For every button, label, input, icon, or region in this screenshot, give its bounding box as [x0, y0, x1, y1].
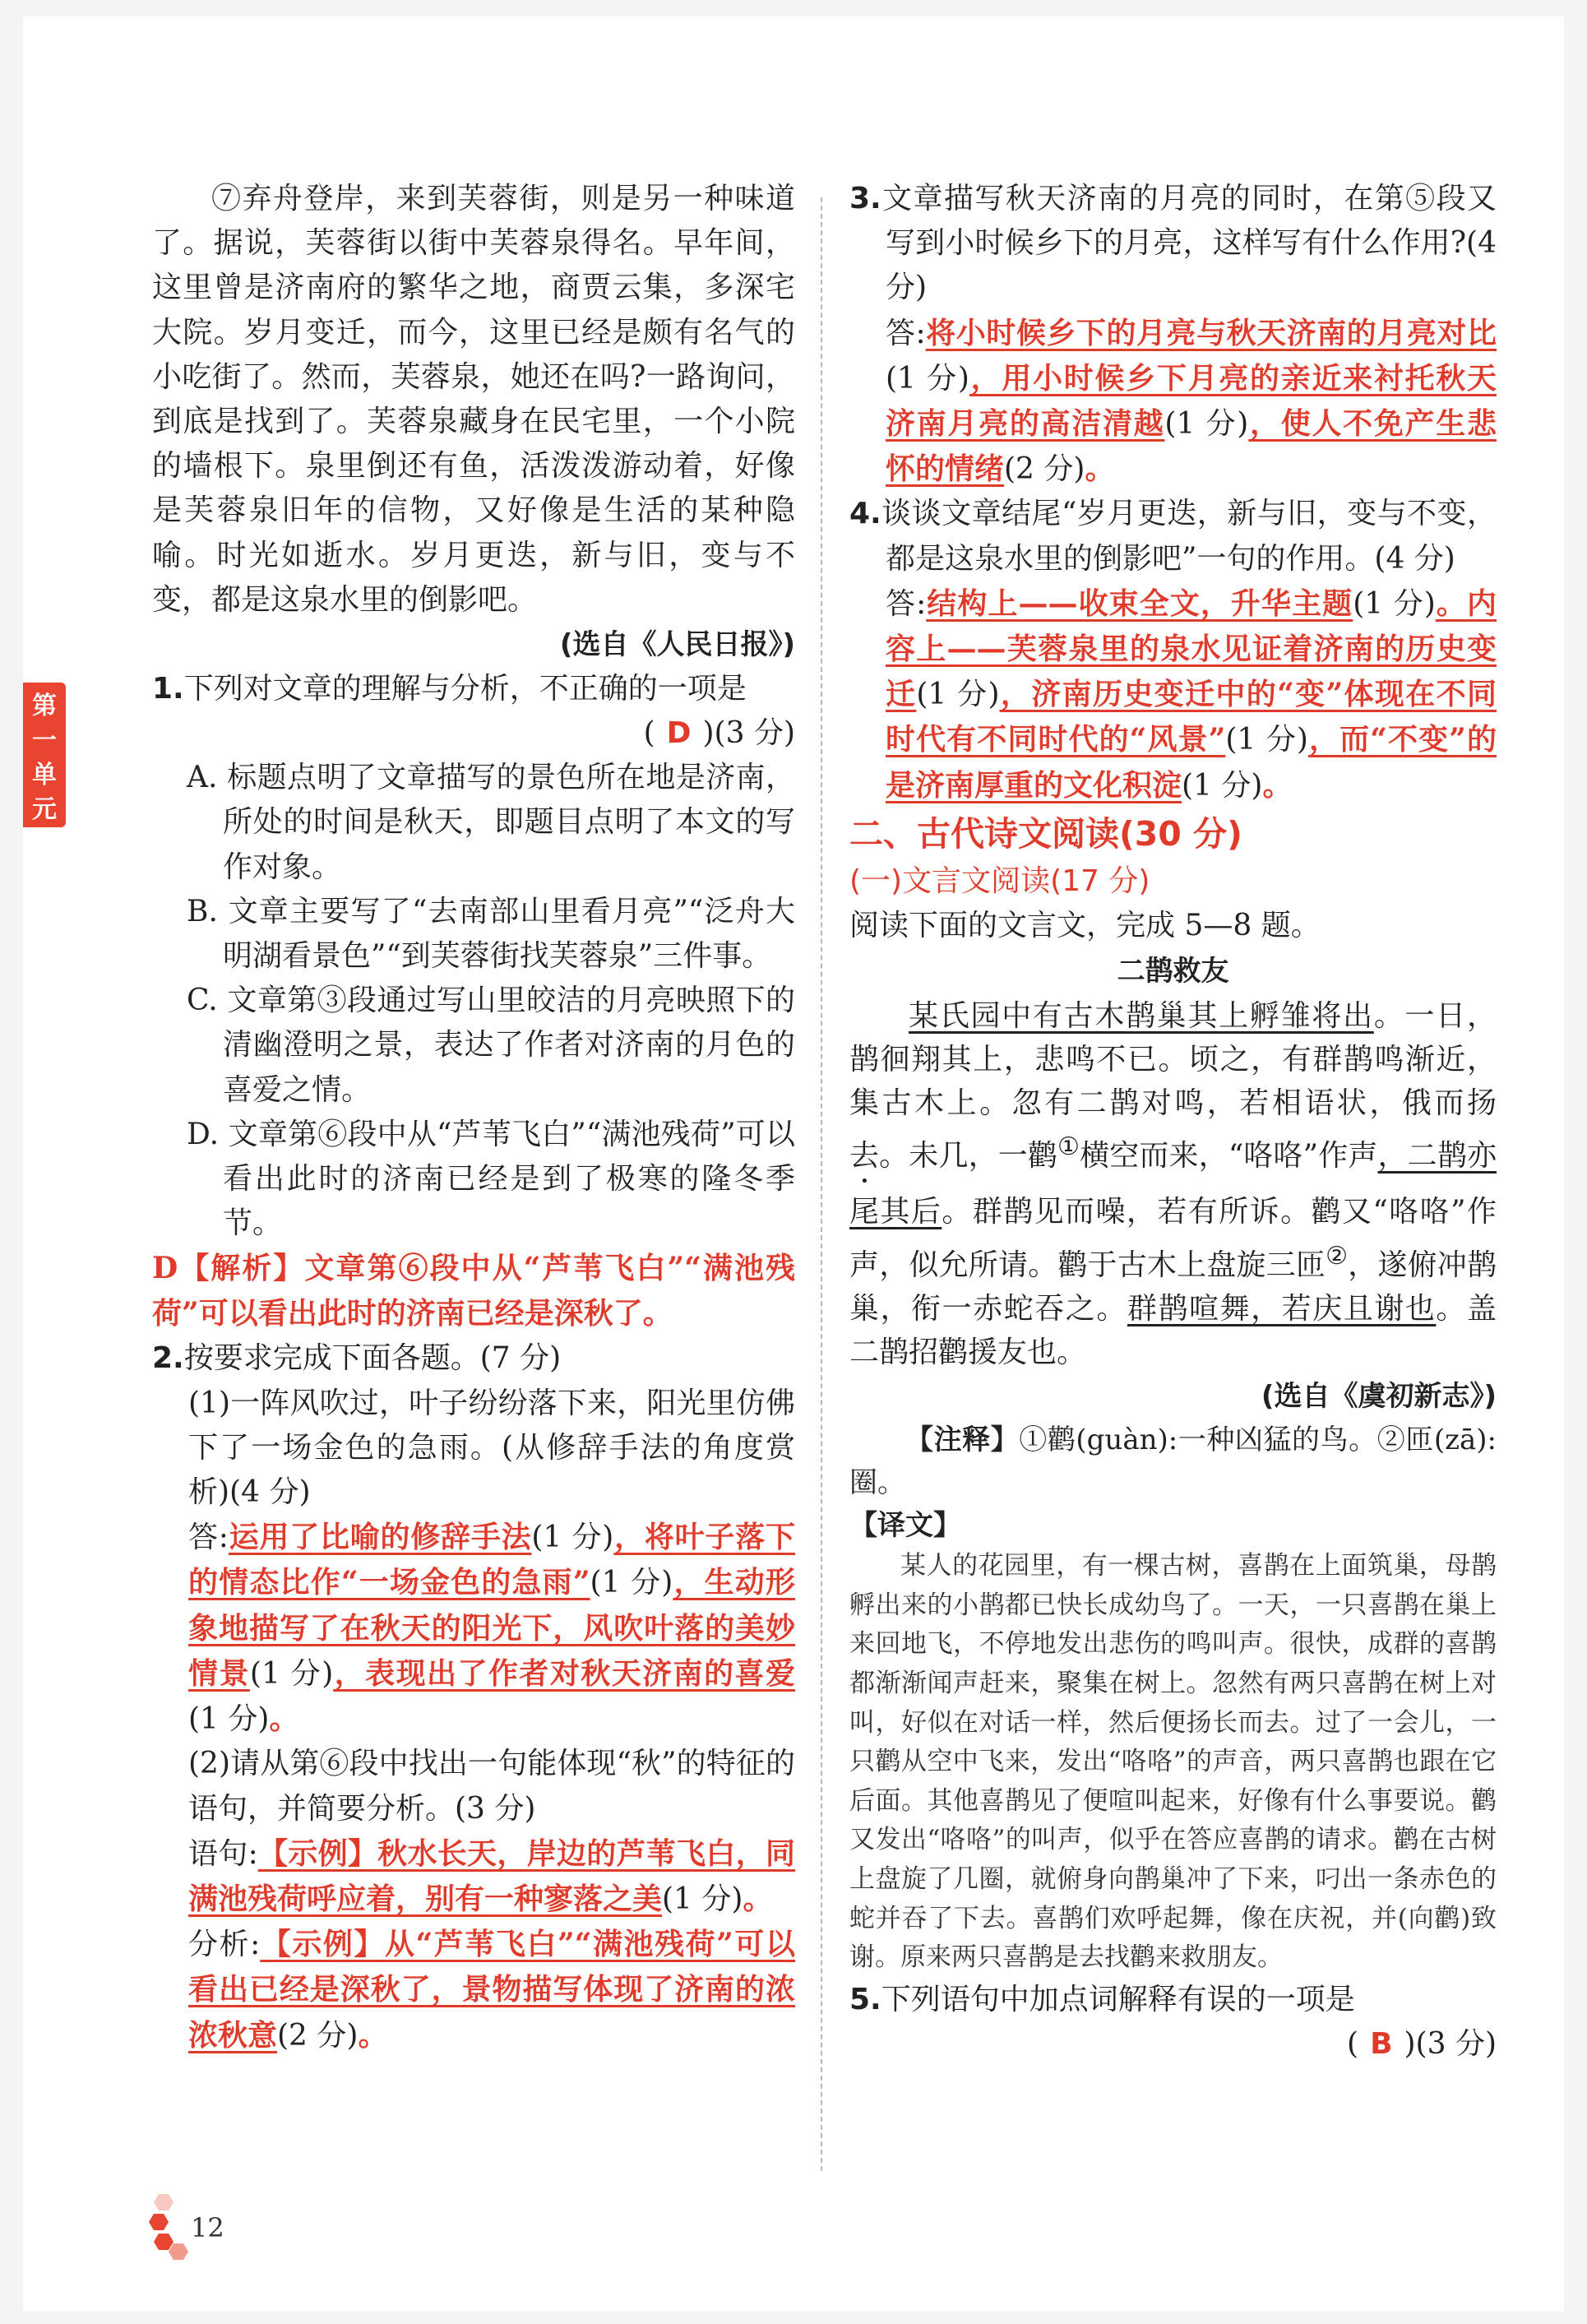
underlined-sentence: ，二鹊亦尾其后: [849, 1139, 1497, 1229]
answer-points: (1 分): [662, 1882, 743, 1916]
text-run: 。群鹊见而噪，若有所诉。鹳又“咯咯”作声，似允所请。鹳于古木上盘旋三匝: [849, 1195, 1497, 1282]
classical-text: [849, 994, 1497, 1374]
option-c: C. 文章第③段通过写山里皎洁的月亮映照下的清幽澄明之景，表达了作者对济南的月色的喜爱之情。: [187, 984, 795, 1107]
answer-points: (2 分): [277, 2018, 359, 2053]
answer-end: 。: [1262, 767, 1293, 803]
answer-segment: ，使人不免产生悲怀的情绪: [886, 406, 1497, 487]
paragraph-7: ⑦弃舟登岸，来到芙蓉街，则是另一种味道了。据说，芙蓉街以街中芙蓉泉得名。早年间，这里曾是济南府的繁华之地，商贾云集，多深宅大院。岁月变迁，而今，这里已经是颇有名气的小吃街了。然而，芙蓉泉，她还在吗?一路询问，到底是找到了。芙蓉泉藏身在民宅里，一个小院的墙根下。泉里倒还有鱼，活泼泼游动着，好像是芙蓉泉旧年的信物，又好像是生活的某种隐喻。时光如逝水。岁月更迭，新与旧，变与不变，都是这泉水里的倒影吧。: [152, 182, 795, 617]
question-stem: 谈谈文章结尾“岁月更迭，新与旧，变与不变，都是这泉水里的倒影吧”一句的作用。(4 分): [881, 497, 1497, 576]
text-run: ，遂俯冲鹊巢，衔一赤蛇吞之。: [849, 1248, 1497, 1326]
answer-choice-row: [849, 2022, 1497, 2067]
answer-points: (1 分): [886, 361, 969, 396]
text-run: 。盖二鹊招鹳援友也。: [849, 1291, 1497, 1370]
question-2-part-1: (1)一阵风吹过，叶子纷纷落下来，阳光里仿佛下了一场金色的急雨。(从修辞手法的角度赏析)(4 分): [188, 1386, 795, 1510]
sentence-label: 语句:: [188, 1836, 258, 1871]
answer-points: (1 分): [188, 1702, 270, 1737]
translation-text: 某人的花园里，有一棵古树，喜鹊在上面筑巢，母鹊孵出来的小鹊都已快长成幼鸟了。一天，一只喜鹊在巢上来回地飞，不停地发出悲伤的鸣叫声。很快，成群的喜鹊都渐渐闻声赶来，聚集在树上。忽然有两只喜鹊在树上对叫，好似在对话一样，然后便扬长而去。过了一会儿，一只鹳从空中飞来，发出“咯咯”的声音，两只喜鹊也跟在它后面。其他喜鹊见了便喧叫起来，好像有什么事要说。鹳又发出“咯咯”的叫声，似乎在答应喜鹊的请求。鹳在古树上盘旋了几圈，就俯身向鹊巢冲了下来，叼出一条赤色的蛇并吞了下去。喜鹊们欢呼起舞，像在庆祝，并(向鹳)致谢。原来两只喜鹊是去找鹳来救朋友。: [849, 1551, 1497, 1973]
text-run: 横空而来，“咯咯”作声: [1080, 1139, 1378, 1174]
question-3-answer: [849, 311, 1497, 493]
column-divider: [821, 197, 822, 2171]
answer-segment: 。内容上——芙蓉泉里的泉水见证着济南的历史变迁: [886, 586, 1497, 712]
answer-segment: ，将叶子落下的情态比作“一场金色的急雨”: [188, 1520, 795, 1600]
sentence-answer: 【示例】秋水长天，岸边的芦苇飞白，同满池残荷呼应着，别有一种寥落之美: [188, 1836, 795, 1916]
analysis-text: 文章第⑥段中从“芦苇飞白”“满池残荷”可以看出此时的济南已经是深秋了。: [152, 1251, 795, 1331]
answer-segment: 运用了比喻的修辞手法: [228, 1520, 532, 1555]
question-points: )(3 分): [702, 716, 795, 751]
answer-points: (1 分): [1225, 723, 1308, 757]
analysis-1: [152, 1246, 795, 1336]
answer-points: (1 分): [590, 1566, 673, 1600]
question-number: 1.: [152, 672, 184, 706]
paren: (: [643, 716, 655, 751]
answer-points: (1 分): [1353, 586, 1436, 621]
classical-text-title: 二鹊救友: [1117, 954, 1229, 988]
answer-segment: ，生动形象地描写了在秋天的阳光下，风吹叶落的美妙情景: [188, 1565, 795, 1691]
answer-choice-row: [152, 711, 795, 756]
answer-segment: ，用小时候乡下月亮的亲近来衬托秋天济南月亮的高洁清越: [886, 360, 1497, 442]
question-stem: 按要求完成下面各题。(7 分): [183, 1341, 562, 1376]
question-5: [849, 1978, 1497, 2022]
footnote-marker: ①: [1057, 1132, 1080, 1162]
page: [23, 16, 1564, 2311]
answer-segment: ，而“不变”的是济南厚重的文化积淀: [886, 722, 1497, 803]
answer-points: (1 分): [1182, 768, 1263, 803]
answer-points: (1 分): [916, 678, 1000, 712]
answer-letter: B: [1370, 2027, 1393, 2061]
left-column: [152, 177, 795, 2058]
answer-points: (1 分): [249, 1656, 334, 1691]
paren: (: [1347, 2027, 1359, 2061]
question-4: [849, 492, 1497, 581]
question-number: 3.: [849, 182, 881, 215]
question-points: )(3 分): [1404, 2027, 1497, 2061]
footnote-marker: ②: [1326, 1241, 1349, 1271]
subsection-1-title: (一)文言文阅读(17 分): [849, 863, 1150, 898]
question-2-part-1-answer: [152, 1515, 795, 1742]
text-run: 。一日，鹊徊翔其上，悲鸣不已。顷之，有群鹊鸣渐近，集古木上。忽有二鹊对鸣，若相语状，俄而扬: [849, 998, 1497, 1121]
answer-letter: D: [666, 716, 692, 751]
underlined-sentence: 某氏园中有古木鹊巢其上孵雏将出: [909, 998, 1374, 1033]
dotted-word: 去: [849, 1139, 880, 1174]
question-number: 5.: [849, 1982, 881, 2016]
answer-label: 答:: [886, 316, 926, 350]
question-1: [152, 667, 795, 711]
answer-label: 答:: [188, 1521, 229, 1555]
annotation: [849, 1419, 1497, 1504]
question-3: [849, 177, 1497, 311]
translation-label: 【译文】: [849, 1509, 961, 1543]
reading-instruction: 阅读下面的文言文，完成 5—8 题。: [849, 908, 1321, 942]
question-2: [152, 1336, 795, 1381]
answer-end: 。: [269, 1701, 299, 1737]
question-stem: 文章描写秋天济南的月亮的同时，在第⑤段又写到小时候乡下的月亮，这样写有什么作用?(4 分): [881, 182, 1497, 305]
question-2-part-2-sentence: [152, 1831, 795, 1922]
question-4-answer: [849, 581, 1497, 808]
section-2-title: 二、古代诗文阅读(30 分): [849, 813, 1242, 854]
answer-end: 。: [1085, 451, 1115, 487]
answer-points: (2 分): [1004, 452, 1085, 487]
page-number: 12: [191, 2212, 224, 2243]
option-d: D. 文章第⑥段中从“芦苇飞白”“满池残荷”可以看出此时的济南已经是到了极寒的隆冬季节。: [187, 1117, 795, 1241]
question-stem: 下列对文章的理解与分析，不正确的一项是: [183, 672, 747, 706]
answer-segment: ，表现出了作者对秋天济南的喜爱: [333, 1655, 795, 1691]
article-source: (选自《人民日报》): [559, 628, 795, 662]
answer-points: (1 分): [1164, 407, 1249, 442]
analysis-tag: D【解析】: [152, 1251, 305, 1286]
answer-segment: 将小时候乡下的月亮与秋天济南的月亮对比: [925, 315, 1497, 350]
question-2-part-2: (2)请从第⑥段中找出一句能体现“秋”的特征的语句，并简要分析。(3 分): [188, 1747, 795, 1826]
answer-end: 。: [743, 1881, 773, 1916]
question-number: 4.: [849, 497, 881, 531]
right-column: [849, 177, 1497, 2067]
underlined-sentence: 群鹊喧舞，若庆且谢也: [1127, 1291, 1437, 1326]
answer-points: (1 分): [531, 1521, 614, 1555]
answer-label: 答:: [886, 586, 927, 621]
question-stem: 下列语句中加点词解释有误的一项是: [881, 1982, 1355, 2016]
analysis-answer: 【示例】从“芦苇飞白”“满池残荷”可以看出已经是深秋了，景物描写体现了济南的浓浓秋意: [188, 1927, 795, 2053]
unit-side-tab: 第一单元: [23, 683, 66, 827]
option-b: B. 文章主要写了“去南部山里看月亮”“泛舟大明湖看景色”“到芙蓉街找芙蓉泉”三件事。: [187, 894, 795, 974]
annotation-text: ①鹳(guàn):一种凶猛的鸟。②匝(zā):圈。: [849, 1424, 1497, 1500]
text-run: 。未几，一鹳: [879, 1139, 1058, 1174]
question-2-part-2-analysis: [152, 1922, 795, 2058]
answer-segment: ，济南历史变迁中的“变”体现在不同时代有不同时代的“风景”: [886, 677, 1497, 757]
analysis-label: 分析:: [188, 1928, 261, 1962]
classical-source: (选自《虞初新志》): [1261, 1380, 1497, 1414]
answer-end: 。: [358, 2017, 388, 2053]
annotation-label: 【注释】: [905, 1424, 1020, 1457]
question-number: 2.: [152, 1341, 184, 1376]
answer-segment: 结构上——收束全文，升华主题: [926, 586, 1353, 621]
option-a: A. 标题点明了文章描写的景色所在地是济南，所处的时间是秋天，即题目点明了本文的写作对象。: [187, 761, 795, 884]
